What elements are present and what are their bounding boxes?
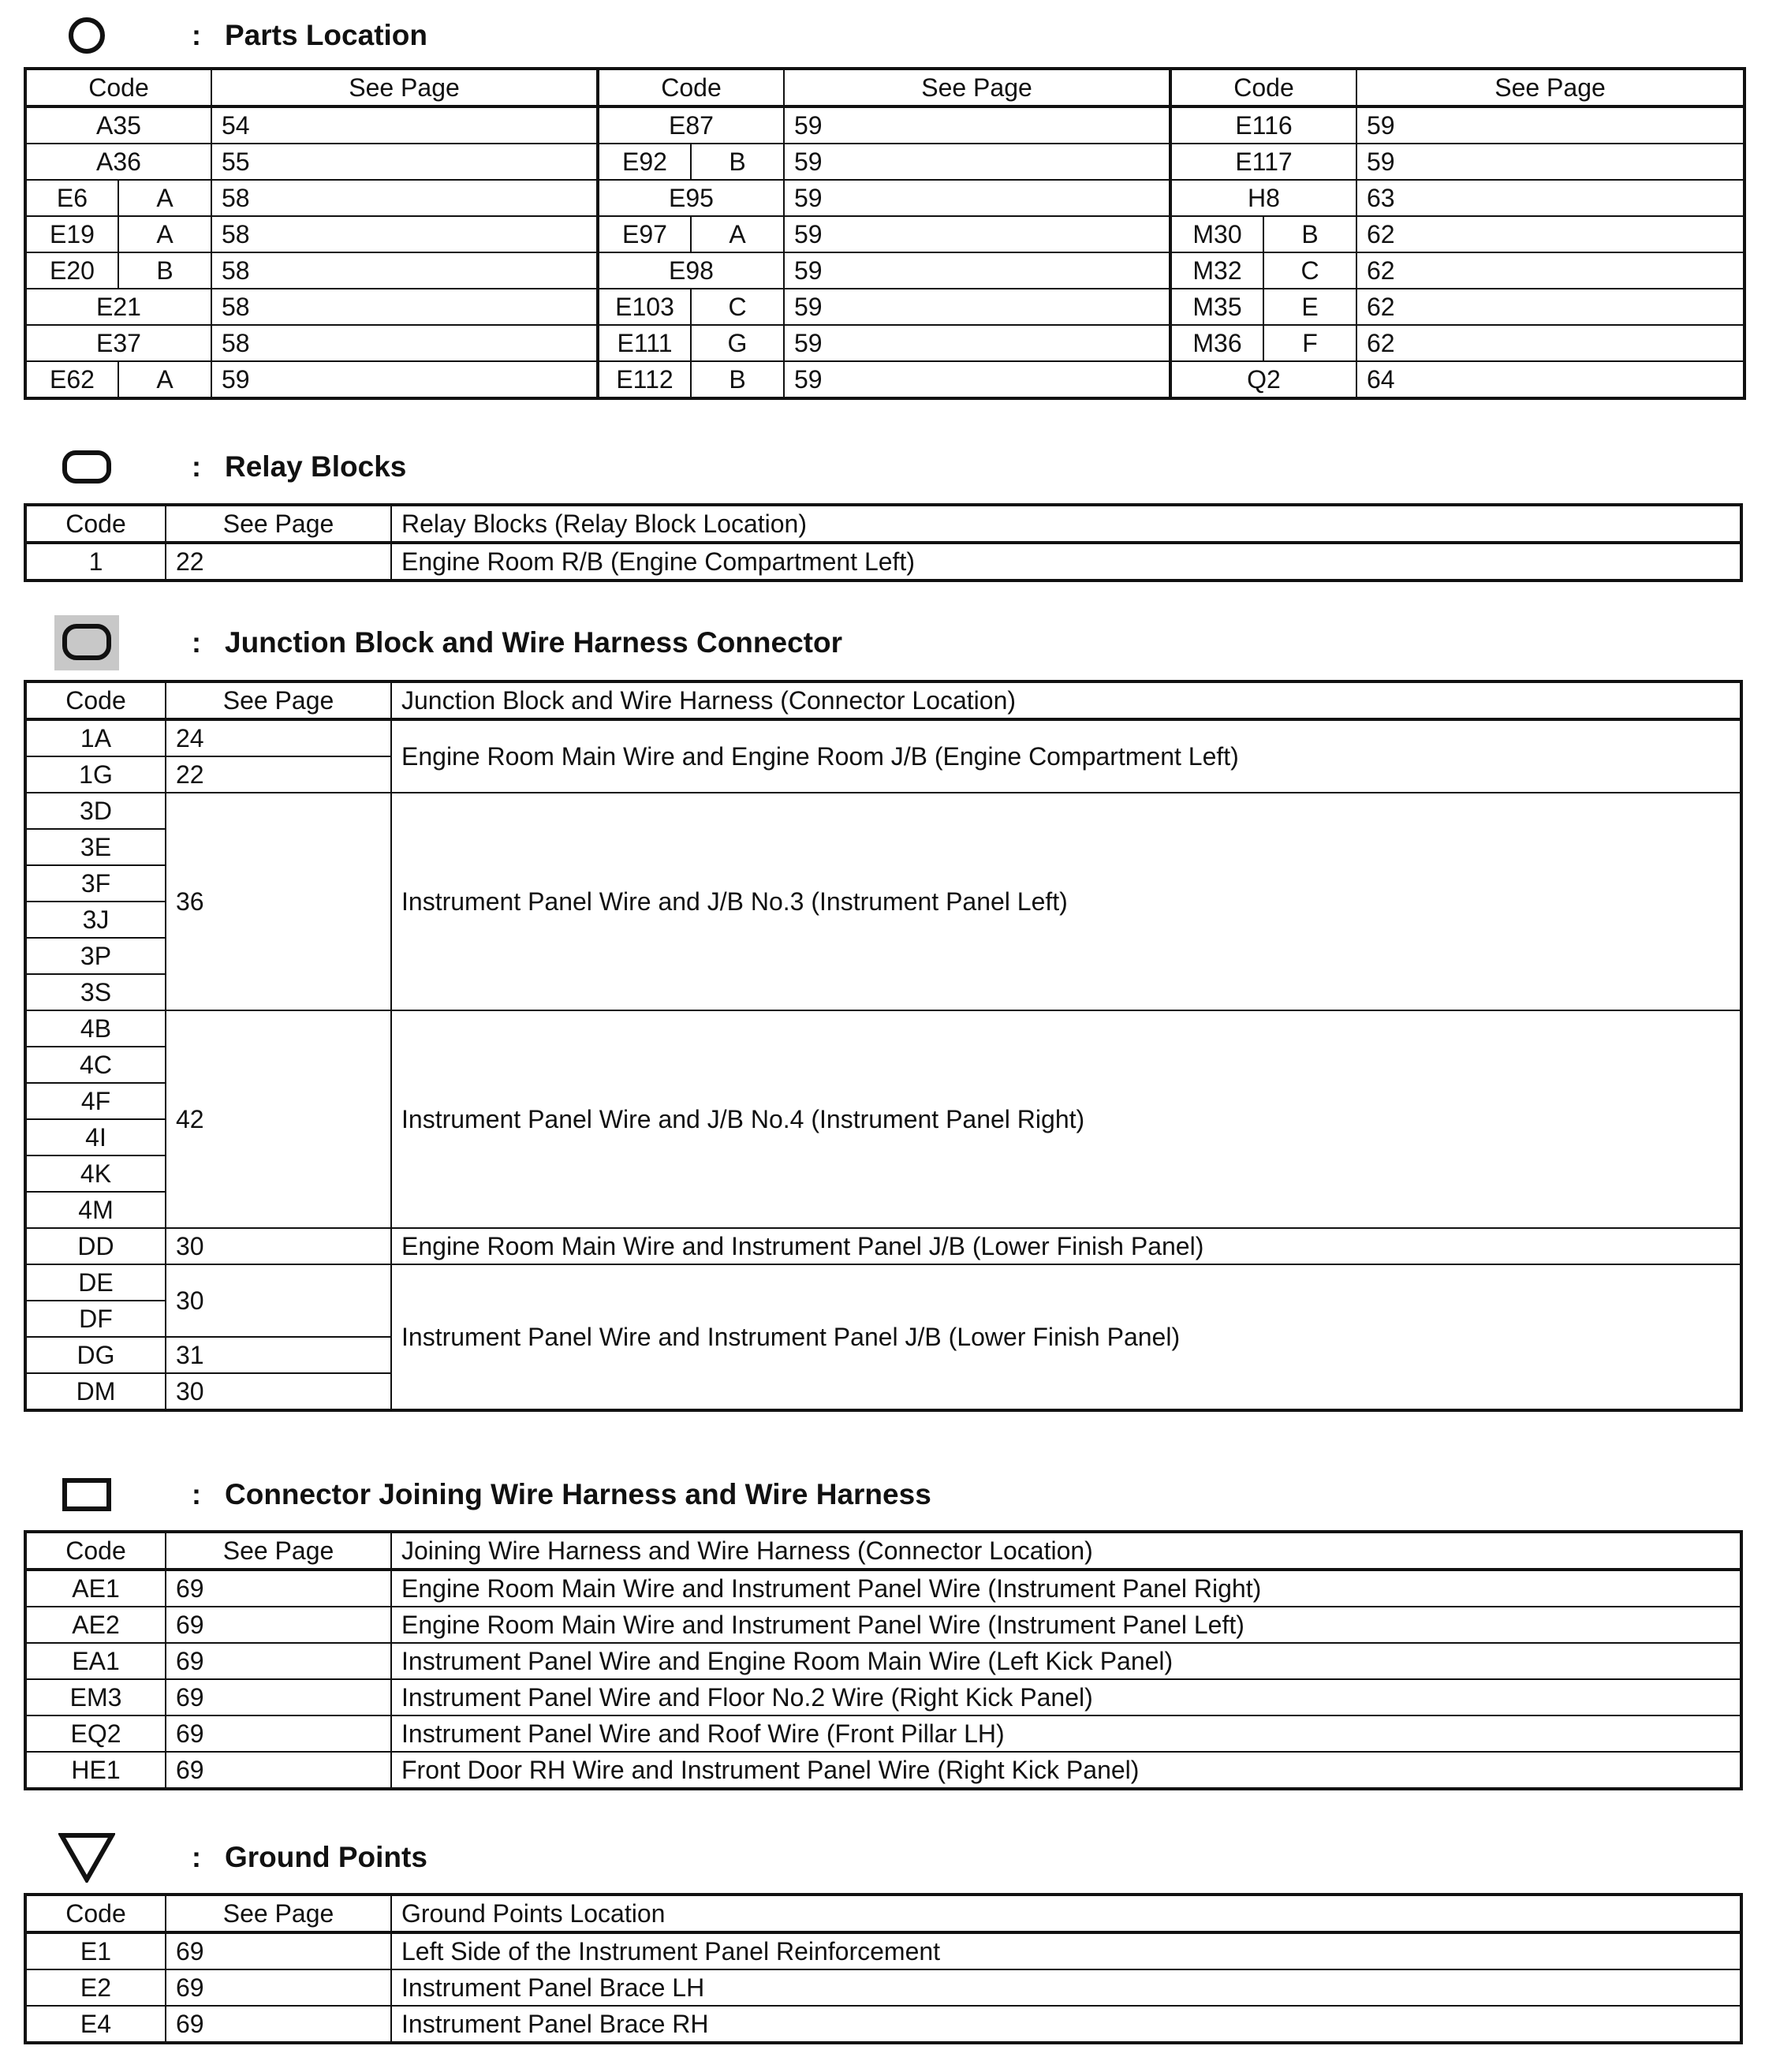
relay-blocks-table bbox=[24, 503, 1743, 582]
code-cell: E1 bbox=[25, 1932, 166, 1969]
code-cell: E103 bbox=[598, 289, 691, 325]
header-location: Ground Points Location bbox=[391, 1895, 1741, 1932]
header-code: Code bbox=[25, 1895, 166, 1932]
table-row bbox=[25, 1932, 1741, 1969]
header-code: Code bbox=[25, 1532, 166, 1570]
code-cell: E4 bbox=[25, 2006, 166, 2043]
table-row bbox=[25, 543, 1741, 581]
letter-cell: A bbox=[691, 216, 784, 252]
code-cell: E2 bbox=[25, 1969, 166, 2006]
location-cell: Engine Room Main Wire and Instrument Panel Wire (Instrument Panel Left) bbox=[391, 1607, 1741, 1643]
page-cell: 69 bbox=[166, 1932, 391, 1969]
letter-cell: C bbox=[691, 289, 784, 325]
table-row bbox=[25, 1969, 1741, 2006]
page-cell: 22 bbox=[166, 543, 391, 581]
page-cell: 62 bbox=[1356, 216, 1744, 252]
table-row bbox=[25, 1010, 1741, 1047]
junction-block-heading bbox=[43, 615, 842, 670]
code-cell: DM bbox=[25, 1373, 166, 1410]
location-cell: Engine Room Main Wire and Engine Room J/B (Engine Compartment Left) bbox=[391, 719, 1741, 793]
header-code: Code bbox=[598, 69, 784, 106]
letter-cell: E bbox=[1263, 289, 1356, 325]
table-row bbox=[25, 1643, 1741, 1679]
code-cell: E116 bbox=[1170, 106, 1356, 144]
page-cell: 69 bbox=[166, 1643, 391, 1679]
page-cell: 59 bbox=[784, 289, 1170, 325]
code-cell: 4F bbox=[25, 1083, 166, 1119]
table-row bbox=[25, 144, 1744, 180]
table-row bbox=[25, 1264, 1741, 1301]
code-cell: 4I bbox=[25, 1119, 166, 1155]
code-cell: 3D bbox=[25, 793, 166, 829]
code-cell: E20 bbox=[25, 252, 118, 289]
code-cell: E95 bbox=[598, 180, 784, 216]
header-code: Code bbox=[1170, 69, 1356, 106]
colon: : bbox=[192, 1841, 201, 1873]
code-cell: A35 bbox=[25, 106, 211, 144]
page-cell: 31 bbox=[166, 1337, 391, 1373]
table-row bbox=[25, 1607, 1741, 1643]
colon: : bbox=[192, 1478, 201, 1510]
page-cell: 69 bbox=[166, 1969, 391, 2006]
location-cell: Instrument Panel Wire and Roof Wire (Front Pillar LH) bbox=[391, 1715, 1741, 1752]
page-cell: 59 bbox=[784, 144, 1170, 180]
header-see-page: See Page bbox=[1356, 69, 1744, 106]
code-cell: M35 bbox=[1170, 289, 1263, 325]
colon: : bbox=[192, 19, 201, 51]
table-header-row bbox=[25, 681, 1741, 719]
shaded-rounded-rectangle-symbol-icon bbox=[43, 615, 130, 670]
letter-cell: B bbox=[118, 252, 211, 289]
colon: : bbox=[192, 450, 201, 483]
code-cell: E19 bbox=[25, 216, 118, 252]
header-see-page: See Page bbox=[166, 681, 391, 719]
table-row bbox=[25, 289, 1744, 325]
letter-cell: G bbox=[691, 325, 784, 361]
code-cell: Q2 bbox=[1170, 361, 1356, 398]
page-cell: 69 bbox=[166, 1679, 391, 1715]
page-cell: 30 bbox=[166, 1264, 391, 1337]
header-location: Relay Blocks (Relay Block Location) bbox=[391, 505, 1741, 543]
location-cell: Instrument Panel Brace RH bbox=[391, 2006, 1741, 2043]
page-cell: 69 bbox=[166, 1715, 391, 1752]
page-cell: 59 bbox=[1356, 106, 1744, 144]
header-code: Code bbox=[25, 505, 166, 543]
code-cell: 1A bbox=[25, 719, 166, 756]
page-cell: 69 bbox=[166, 2006, 391, 2043]
code-cell: E97 bbox=[598, 216, 691, 252]
code-cell: EA1 bbox=[25, 1643, 166, 1679]
page-cell: 24 bbox=[166, 719, 391, 756]
code-cell: DD bbox=[25, 1228, 166, 1264]
page-cell: 59 bbox=[784, 325, 1170, 361]
ground-points-table bbox=[24, 1893, 1743, 2044]
table-row bbox=[25, 106, 1744, 144]
code-cell: DF bbox=[25, 1301, 166, 1337]
page-cell: 59 bbox=[211, 361, 598, 398]
code-cell: AE1 bbox=[25, 1570, 166, 1607]
code-cell: E117 bbox=[1170, 144, 1356, 180]
table-row bbox=[25, 252, 1744, 289]
parts-location-heading bbox=[43, 8, 427, 63]
triangle-symbol-icon bbox=[43, 1830, 130, 1885]
table-row bbox=[25, 793, 1741, 829]
header-see-page: See Page bbox=[784, 69, 1170, 106]
rectangle-symbol-icon bbox=[43, 1467, 130, 1522]
page-cell: 59 bbox=[1356, 144, 1744, 180]
page-cell: 59 bbox=[784, 106, 1170, 144]
section-title: Parts Location bbox=[225, 19, 427, 51]
page-cell: 69 bbox=[166, 1752, 391, 1789]
code-cell: E98 bbox=[598, 252, 784, 289]
rounded-rectangle-symbol-icon bbox=[43, 439, 130, 495]
code-cell: 1G bbox=[25, 756, 166, 793]
header-code: Code bbox=[25, 681, 166, 719]
code-cell: H8 bbox=[1170, 180, 1356, 216]
section-title: Junction Block and Wire Harness Connector bbox=[225, 626, 842, 659]
table-header-row bbox=[25, 69, 1744, 106]
code-cell: M32 bbox=[1170, 252, 1263, 289]
page-cell: 58 bbox=[211, 180, 598, 216]
letter-cell: C bbox=[1263, 252, 1356, 289]
location-cell: Instrument Panel Wire and Floor No.2 Wire (Right Kick Panel) bbox=[391, 1679, 1741, 1715]
page-cell: 59 bbox=[784, 361, 1170, 398]
location-cell: Engine Room R/B (Engine Compartment Left) bbox=[391, 543, 1741, 581]
table-row bbox=[25, 361, 1744, 398]
connector-heading bbox=[43, 1467, 931, 1522]
connector-table bbox=[24, 1530, 1743, 1790]
header-location: Junction Block and Wire Harness (Connector Location) bbox=[391, 681, 1741, 719]
code-cell: E112 bbox=[598, 361, 691, 398]
code-cell: E111 bbox=[598, 325, 691, 361]
page-cell: 59 bbox=[784, 216, 1170, 252]
location-cell: Left Side of the Instrument Panel Reinforcement bbox=[391, 1932, 1741, 1969]
letter-cell: B bbox=[691, 361, 784, 398]
section-title: Connector Joining Wire Harness and Wire Harness bbox=[225, 1478, 931, 1510]
section-title: Relay Blocks bbox=[225, 450, 407, 483]
page-cell: 58 bbox=[211, 325, 598, 361]
page-cell: 36 bbox=[166, 793, 391, 1010]
page-cell: 30 bbox=[166, 1373, 391, 1410]
location-cell: Instrument Panel Wire and Engine Room Main Wire (Left Kick Panel) bbox=[391, 1643, 1741, 1679]
code-cell: E92 bbox=[598, 144, 691, 180]
table-header-row bbox=[25, 505, 1741, 543]
code-cell: DE bbox=[25, 1264, 166, 1301]
code-cell: 3F bbox=[25, 865, 166, 902]
page-cell: 69 bbox=[166, 1607, 391, 1643]
letter-cell: A bbox=[118, 216, 211, 252]
code-cell: 4B bbox=[25, 1010, 166, 1047]
table-header-row bbox=[25, 1895, 1741, 1932]
location-cell: Instrument Panel Wire and Instrument Panel J/B (Lower Finish Panel) bbox=[391, 1264, 1741, 1410]
code-cell: 4K bbox=[25, 1155, 166, 1192]
code-cell: E62 bbox=[25, 361, 118, 398]
relay-blocks-heading bbox=[43, 439, 406, 495]
page-cell: 64 bbox=[1356, 361, 1744, 398]
ground-points-heading bbox=[43, 1830, 427, 1885]
page-cell: 42 bbox=[166, 1010, 391, 1228]
table-row bbox=[25, 719, 1741, 756]
page-cell: 30 bbox=[166, 1228, 391, 1264]
letter-cell: B bbox=[691, 144, 784, 180]
code-cell: M30 bbox=[1170, 216, 1263, 252]
colon: : bbox=[192, 626, 201, 659]
page-cell: 59 bbox=[784, 180, 1170, 216]
location-cell: Instrument Panel Wire and J/B No.4 (Instrument Panel Right) bbox=[391, 1010, 1741, 1228]
table-row bbox=[25, 1570, 1741, 1607]
code-cell: EQ2 bbox=[25, 1715, 166, 1752]
letter-cell: B bbox=[1263, 216, 1356, 252]
location-cell: Front Door RH Wire and Instrument Panel Wire (Right Kick Panel) bbox=[391, 1752, 1741, 1789]
table-row bbox=[25, 1752, 1741, 1789]
code-cell: 1 bbox=[25, 543, 166, 581]
page-cell: 54 bbox=[211, 106, 598, 144]
section-title: Ground Points bbox=[225, 1841, 427, 1873]
location-cell: Instrument Panel Brace LH bbox=[391, 1969, 1741, 2006]
code-cell: 4M bbox=[25, 1192, 166, 1228]
code-cell: E37 bbox=[25, 325, 211, 361]
table-header-row bbox=[25, 1532, 1741, 1570]
code-cell: E87 bbox=[598, 106, 784, 144]
code-cell: E6 bbox=[25, 180, 118, 216]
location-cell: Instrument Panel Wire and J/B No.3 (Instrument Panel Left) bbox=[391, 793, 1741, 1010]
table-row bbox=[25, 325, 1744, 361]
location-cell: Engine Room Main Wire and Instrument Panel Wire (Instrument Panel Right) bbox=[391, 1570, 1741, 1607]
page-cell: 58 bbox=[211, 252, 598, 289]
code-cell: 3E bbox=[25, 829, 166, 865]
page-cell: 22 bbox=[166, 756, 391, 793]
page-cell: 62 bbox=[1356, 252, 1744, 289]
page-cell: 59 bbox=[784, 252, 1170, 289]
letter-cell: A bbox=[118, 180, 211, 216]
table-row bbox=[25, 1715, 1741, 1752]
code-cell: HE1 bbox=[25, 1752, 166, 1789]
code-cell: 3P bbox=[25, 938, 166, 974]
page-cell: 62 bbox=[1356, 325, 1744, 361]
page-cell: 69 bbox=[166, 1570, 391, 1607]
header-see-page: See Page bbox=[211, 69, 598, 106]
code-cell: EM3 bbox=[25, 1679, 166, 1715]
header-see-page: See Page bbox=[166, 505, 391, 543]
header-location: Joining Wire Harness and Wire Harness (Connector Location) bbox=[391, 1532, 1741, 1570]
parts-location-table bbox=[24, 67, 1746, 400]
junction-block-table bbox=[24, 680, 1743, 1412]
circle-symbol-icon bbox=[43, 8, 130, 63]
header-code: Code bbox=[25, 69, 211, 106]
header-see-page: See Page bbox=[166, 1532, 391, 1570]
code-cell: A36 bbox=[25, 144, 211, 180]
table-row bbox=[25, 2006, 1741, 2043]
page-cell: 58 bbox=[211, 289, 598, 325]
page-cell: 62 bbox=[1356, 289, 1744, 325]
code-cell: AE2 bbox=[25, 1607, 166, 1643]
page-cell: 58 bbox=[211, 216, 598, 252]
code-cell: 4C bbox=[25, 1047, 166, 1083]
table-row bbox=[25, 216, 1744, 252]
letter-cell: A bbox=[118, 361, 211, 398]
code-cell: M36 bbox=[1170, 325, 1263, 361]
header-see-page: See Page bbox=[166, 1895, 391, 1932]
page-cell: 63 bbox=[1356, 180, 1744, 216]
table-row bbox=[25, 1679, 1741, 1715]
code-cell: DG bbox=[25, 1337, 166, 1373]
code-cell: 3J bbox=[25, 902, 166, 938]
page-cell: 55 bbox=[211, 144, 598, 180]
code-cell: E21 bbox=[25, 289, 211, 325]
location-cell: Engine Room Main Wire and Instrument Panel J/B (Lower Finish Panel) bbox=[391, 1228, 1741, 1264]
table-row bbox=[25, 1228, 1741, 1264]
table-row bbox=[25, 180, 1744, 216]
code-cell: 3S bbox=[25, 974, 166, 1010]
letter-cell: F bbox=[1263, 325, 1356, 361]
